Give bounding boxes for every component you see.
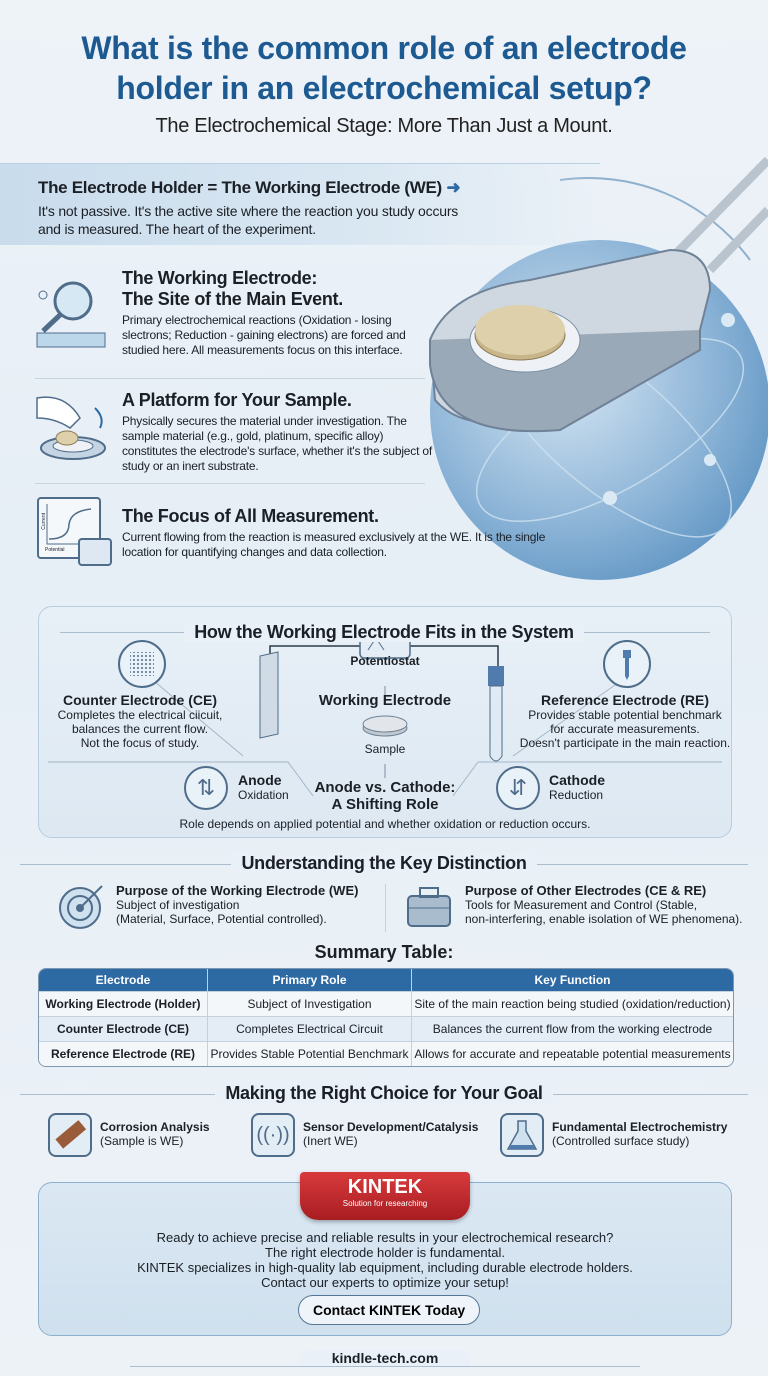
table-row bbox=[39, 1016, 733, 1041]
hand-placing-sample-icon bbox=[35, 388, 110, 468]
kintek-logo bbox=[300, 1172, 470, 1220]
counter-electrode-body: balances the current flow. bbox=[71, 722, 209, 736]
cathode-label bbox=[549, 772, 605, 802]
contact-button-wrap bbox=[298, 1295, 480, 1325]
shifting-role-heading bbox=[290, 779, 480, 813]
reference-electrode-body: Doesn't participate in the main reaction. bbox=[519, 736, 731, 750]
counter-electrode-body: Not the focus of study. bbox=[80, 736, 200, 750]
goal-item bbox=[552, 1120, 727, 1148]
feature-body: Physically secures the material under investigation. The sample material (e.g., gold, platinum, specific alloy) constitutes the electrode's surface, whether it's the subject of study or an inert substrate. bbox=[122, 414, 432, 473]
cathode-title: Cathode bbox=[549, 772, 605, 788]
banner bbox=[0, 163, 600, 245]
sensor-antenna-icon: ((·)) bbox=[251, 1113, 295, 1157]
page-title bbox=[0, 28, 768, 108]
counter-electrode-mesh-icon bbox=[118, 640, 166, 688]
table-row bbox=[39, 991, 733, 1016]
table-cell: Working Electrode (Holder) bbox=[39, 991, 207, 1016]
corrosion-sample-icon bbox=[48, 1113, 92, 1157]
graph-x-label: Potential bbox=[45, 547, 65, 553]
reference-electrode-info bbox=[510, 692, 740, 750]
divider bbox=[130, 1366, 640, 1367]
feature-title bbox=[122, 268, 422, 310]
cta-text bbox=[38, 1230, 732, 1290]
goal-sub: (Sample is WE) bbox=[100, 1134, 184, 1148]
counter-electrode-info bbox=[40, 692, 240, 750]
anode-title: Anode bbox=[238, 772, 282, 788]
column-header: Primary Role bbox=[207, 969, 411, 991]
sample-label: Sample bbox=[364, 742, 406, 756]
graph-y-label: Current bbox=[41, 513, 47, 530]
cta-line: Ready to achieve precise and reliable results in your electrochemical research? bbox=[156, 1230, 614, 1245]
we-purpose bbox=[116, 883, 386, 926]
table-cell: Completes Electrical Circuit bbox=[207, 1016, 411, 1041]
contact-kintek-button[interactable]: Contact KINTEK Today bbox=[298, 1295, 480, 1325]
title-line: What is the common role of an electrode bbox=[81, 30, 687, 66]
other-purpose-body: Tools for Measurement and Control (Stable, bbox=[465, 898, 698, 912]
anode-arrows-icon: ⇅ bbox=[184, 766, 228, 810]
divider bbox=[385, 884, 386, 932]
goal-item bbox=[100, 1120, 210, 1148]
divider bbox=[35, 378, 425, 379]
feature-measurement-focus bbox=[122, 506, 562, 560]
summary-table-heading: Summary Table: bbox=[314, 942, 454, 962]
table-header-row bbox=[39, 969, 733, 991]
feature-sample-platform bbox=[122, 390, 432, 474]
goals-heading-text: Making the Right Choice for Your Goal bbox=[215, 1083, 552, 1103]
banner-body: It's not passive. It's the active site where the reaction you study occurs and is measured. The heart of the experiment. bbox=[38, 203, 459, 237]
goals-heading bbox=[0, 1083, 768, 1104]
divider bbox=[35, 483, 425, 484]
table-cell: Allows for accurate and repeatable potential measurements bbox=[411, 1041, 733, 1066]
table-cell: Provides Stable Potential Benchmark bbox=[207, 1041, 411, 1066]
goal-title: Fundamental Electrochemistry bbox=[552, 1120, 728, 1134]
meter-icon bbox=[78, 538, 112, 566]
feature-title: A Platform for Your Sample. bbox=[122, 390, 352, 410]
cta-line: Contact our experts to optimize your setup! bbox=[261, 1275, 509, 1290]
goal-title: Corrosion Analysis bbox=[100, 1120, 210, 1134]
anode-label bbox=[238, 772, 289, 802]
distinction-heading bbox=[0, 853, 768, 874]
table-cell: Counter Electrode (CE) bbox=[39, 1016, 207, 1041]
footer-url[interactable]: kindle-tech.com bbox=[300, 1350, 470, 1366]
subtitle: The Electrochemical Stage: More Than Just a Mount. bbox=[155, 115, 613, 137]
arrow-right-icon: ➜ bbox=[446, 178, 461, 197]
distinction-heading-text: Understanding the Key Distinction bbox=[231, 853, 536, 873]
table-cell: Subject of Investigation bbox=[207, 991, 411, 1016]
we-purpose-body: Subject of investigation bbox=[116, 898, 240, 912]
target-icon bbox=[58, 882, 106, 930]
summary-table bbox=[38, 968, 734, 1067]
goal-sub: (Inert WE) bbox=[303, 1134, 358, 1148]
reference-electrode-body: Provides stable potential benchmark bbox=[528, 708, 722, 722]
cta-line: KINTEK specializes in high-quality lab equipment, including durable electrode holders. bbox=[137, 1260, 633, 1275]
goal-sub: (Controlled surface study) bbox=[552, 1134, 690, 1148]
anode-sub: Oxidation bbox=[238, 788, 289, 802]
reference-electrode-title: Reference Electrode (RE) bbox=[540, 692, 710, 708]
magnifier-icon bbox=[35, 275, 110, 355]
reference-electrode-icon bbox=[603, 640, 651, 688]
feature-body: Primary electrochemical reactions (Oxidation - losing slectrons; Reduction - gaining electrons) are forced and studied here. All measurements focus on this interface. bbox=[122, 313, 406, 357]
other-purpose-body: non-interfering, enable isolation of WE phenomena). bbox=[465, 912, 743, 926]
table-cell: Balances the current flow from the working electrode bbox=[411, 1016, 733, 1041]
cathode-arrows-icon: ⇵ bbox=[496, 766, 540, 810]
toolbox-icon bbox=[406, 884, 454, 930]
logo-tagline: Solution for researching bbox=[342, 1199, 428, 1208]
feature-title-line: The Working Electrode: bbox=[122, 268, 318, 288]
system-footnote: Role depends on applied potential and whether oxidation or reduction occurs. bbox=[179, 817, 591, 831]
we-purpose-title: Purpose of the Working Electrode (WE) bbox=[116, 883, 359, 898]
table-cell: Reference Electrode (RE) bbox=[39, 1041, 207, 1066]
feature-body: Current flowing from the reaction is measured exclusively at the WE. It is the single location for quantifying changes and data collection. bbox=[122, 530, 546, 559]
system-heading-text: How the Working Electrode Fits in the System bbox=[184, 622, 584, 642]
flask-icon bbox=[500, 1113, 544, 1157]
feature-working-electrode bbox=[122, 268, 422, 358]
table-row bbox=[39, 1041, 733, 1066]
potentiostat-label: Potentiostat bbox=[350, 654, 420, 668]
working-electrode-label: Working Electrode bbox=[318, 692, 452, 709]
table-cell: Site of the main reaction being studied (oxidation/reduction) bbox=[411, 991, 733, 1016]
other-purpose bbox=[465, 883, 765, 926]
other-purpose-title: Purpose of Other Electrodes (CE & RE) bbox=[465, 883, 707, 898]
cathode-sub: Reduction bbox=[549, 788, 604, 802]
banner-heading bbox=[38, 178, 460, 198]
logo-brand: KINTEK bbox=[347, 1176, 423, 1198]
counter-electrode-body: Completes the electrical ciicuit, bbox=[57, 708, 223, 722]
reference-electrode-body: for accurate measurements. bbox=[550, 722, 700, 736]
column-header: Key Function bbox=[411, 969, 733, 991]
shifting-role-line: Anode vs. Cathode: bbox=[314, 779, 456, 796]
goal-item bbox=[303, 1120, 478, 1148]
cta-line: The right electrode holder is fundamental. bbox=[265, 1245, 505, 1260]
we-purpose-body: (Material, Surface, Potential controlled). bbox=[116, 912, 327, 926]
goal-title: Sensor Development/Catalysis bbox=[303, 1120, 479, 1134]
banner-heading-text: The Electrode Holder = The Working Electrode (WE) bbox=[38, 178, 442, 197]
shifting-role-line: A Shifting Role bbox=[331, 796, 439, 813]
title-line: holder in an electrochemical setup? bbox=[116, 70, 652, 106]
column-header: Electrode bbox=[39, 969, 207, 991]
feature-title: The Focus of All Measurement. bbox=[122, 506, 379, 526]
counter-electrode-title: Counter Electrode (CE) bbox=[62, 692, 217, 708]
feature-title-line: The Site of the Main Event. bbox=[122, 289, 343, 309]
